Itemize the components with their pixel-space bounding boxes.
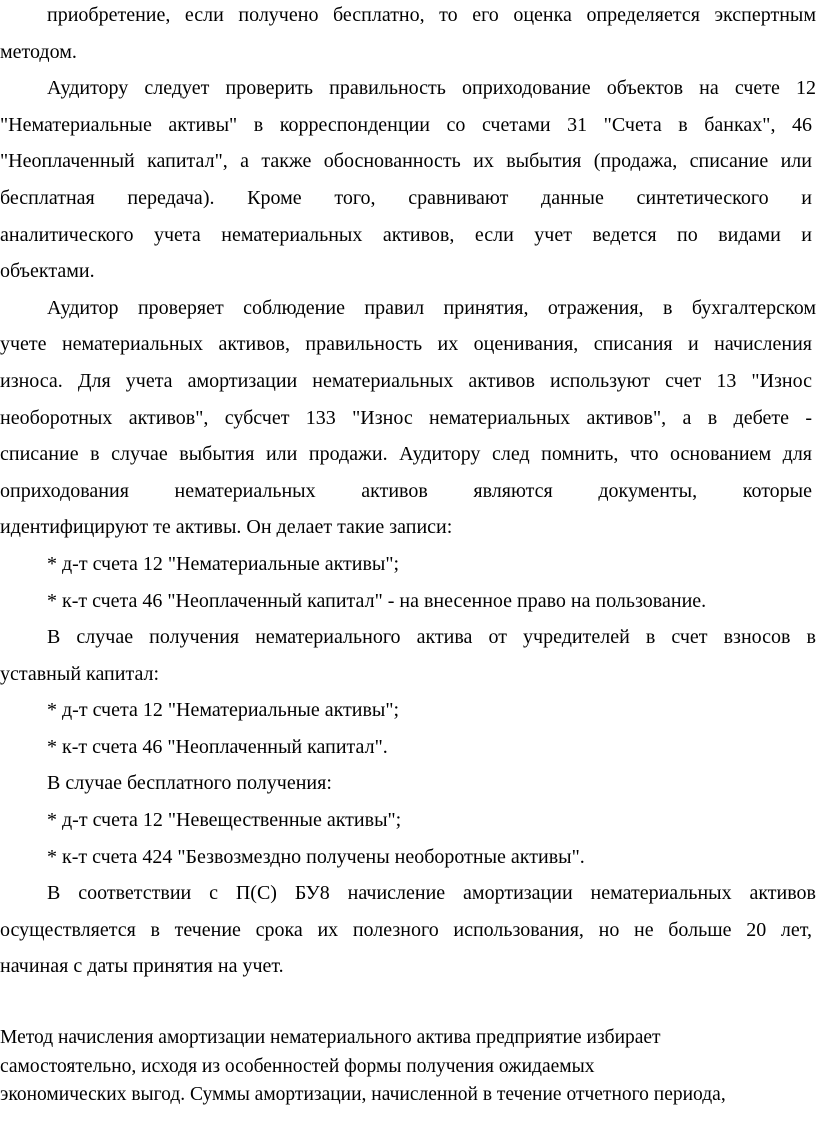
text-line: оприходования нематериальных активов являются документы, которые: [0, 479, 812, 502]
text-line: начиная с даты принятия на учет.: [0, 955, 284, 978]
text-line: * д-т счета 12 "Невещественные активы";: [47, 809, 402, 832]
text-line: "Неоплаченный капитал", а также обоснованность их выбытия (продажа, списание или: [0, 150, 812, 173]
text-line: * д-т счета 12 "Нематериальные активы";: [47, 699, 400, 722]
text-line: "Нематериальные активы" в корреспонденции со счетами 31 "Счета в банках", 46: [0, 113, 812, 136]
text-line: * к-т счета 46 "Неоплаченный капитал" - на внесенное право на пользование.: [47, 589, 707, 612]
text-line: В случае бесплатного получения:: [47, 772, 332, 795]
text-line: уставный капитал:: [0, 662, 160, 685]
text-line: * д-т счета 12 "Нематериальные активы";: [47, 552, 400, 575]
text-line: * к-т счета 424 "Безвозмездно получены необоротные активы".: [47, 845, 585, 868]
text-line: В случае получения нематериального актива от учредителей в счет взносов в: [47, 626, 816, 649]
text-line: экономических выгод. Суммы амортизации, начисленной в течение отчетного периода,: [0, 1084, 726, 1105]
text-line: аналитического учета нематериальных активов, если учет ведется по видами и: [0, 223, 812, 246]
text-line: самостоятельно, исходя из особенностей формы получения ожидаемых: [0, 1055, 595, 1077]
text-line: приобретение, если получено бесплатно, то его оценка определяется экспертным: [47, 4, 816, 26]
text-line: методом.: [0, 40, 77, 63]
text-line: бесплатная передача). Кроме того, сравнивают данные синтетического и: [0, 186, 812, 209]
text-line: * к-т счета 46 "Неоплаченный капитал".: [47, 735, 388, 758]
text-line: В соответствии с П(С) БУ8 начисление амортизации нематериальных активов: [47, 882, 816, 905]
text-line: осуществляется в течение срока их полезного использования, но не больше 20 лет,: [0, 918, 812, 941]
text-line: Метод начисления амортизации нематериального актива предприятие избирает: [0, 1027, 661, 1048]
text-line: необоротных активов", субсчет 133 "Износ нематериальных активов", а в дебете -: [0, 406, 812, 429]
text-line: Аудитор проверяет соблюдение правил принятия, отражения, в бухгалтерском: [47, 296, 816, 319]
text-line: списание в случае выбытия или продажи. Аудитору след помнить, что основанием для: [0, 443, 812, 466]
text-line: Аудитору следует проверить правильность оприходование объектов на счете 12: [47, 77, 816, 100]
text-line: идентифицируют те активы. Он делает такие записи:: [0, 516, 453, 539]
text-line: износа. Для учета амортизации нематериальных активов используют счет 13 "Износ: [0, 369, 812, 392]
final-paragraph: [0, 1024, 816, 1110]
text-line: учете нематериальных активов, правильность их оценивания, списания и начисления: [0, 333, 812, 356]
text-line: объектами.: [0, 260, 95, 283]
